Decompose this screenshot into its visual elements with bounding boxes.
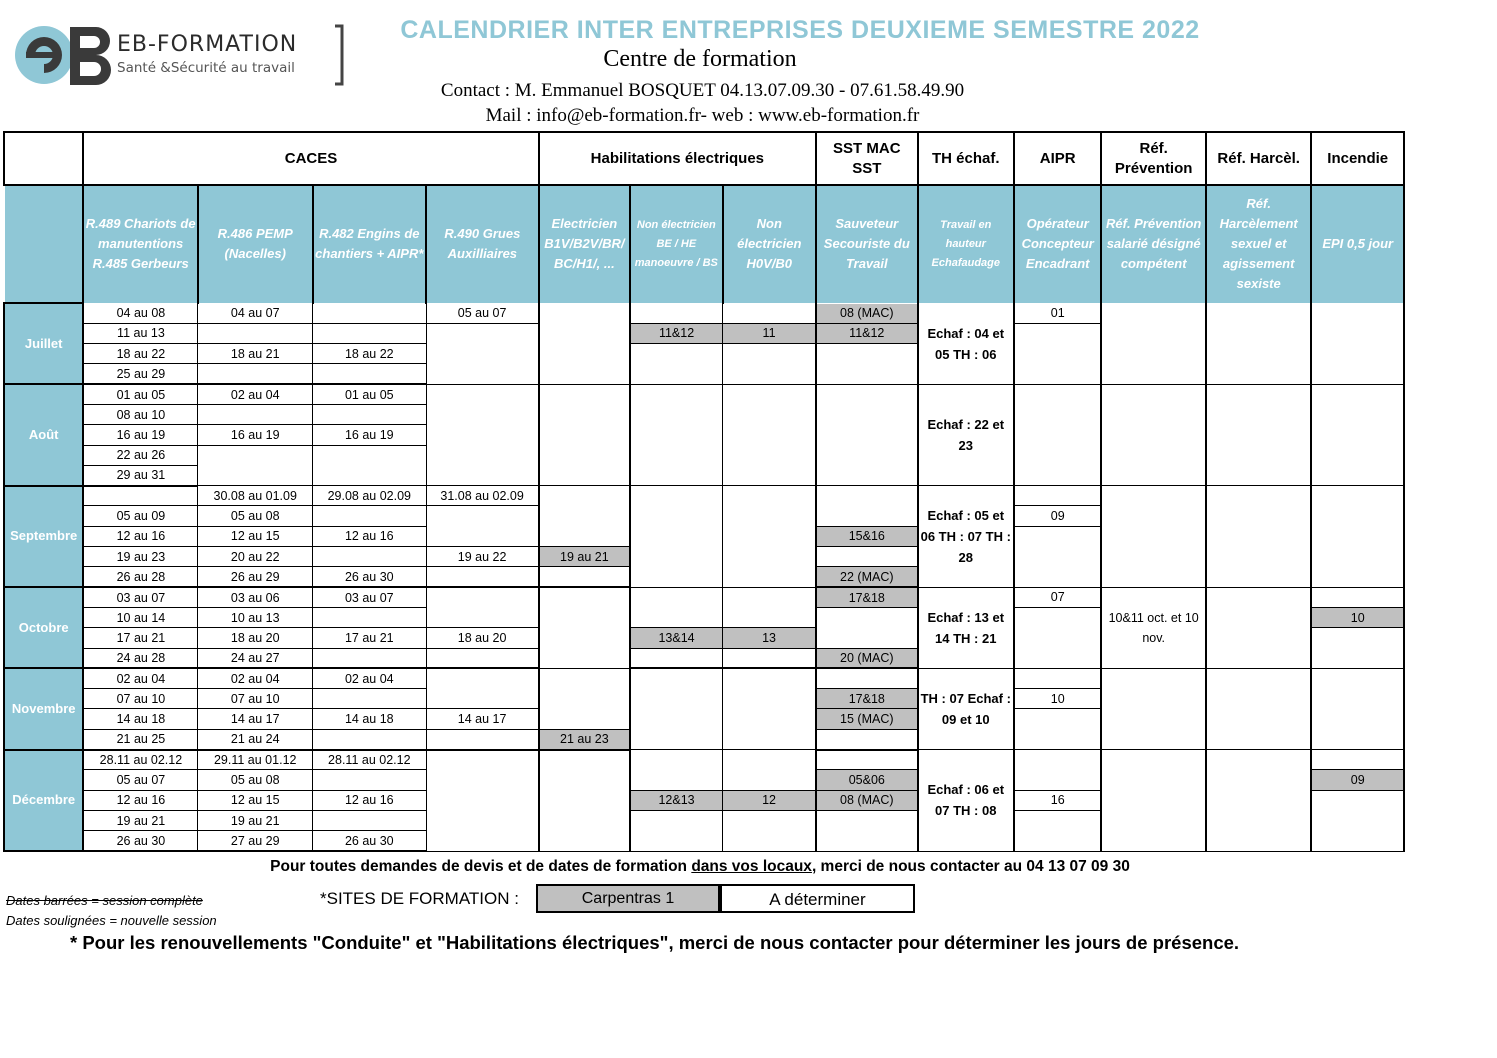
table-cell: 13&14 [630,628,722,648]
table-cell [539,567,630,587]
table-cell [426,567,539,587]
table-cell [816,486,918,527]
table-cell: 08 (MAC) [816,790,918,810]
table-row [4,750,1404,770]
table-cell: 12 au 16 [313,790,427,810]
table-cell [426,668,539,709]
table-cell [816,810,918,851]
table-cell: 02 au 04 [198,384,313,404]
page-title: CALENDRIER INTER ENTREPRISES DEUXIEME SEMESTRE 2022 [400,16,1200,44]
table-cell [723,810,816,851]
col-epi: EPI 0,5 jour [1311,185,1404,303]
table-cell [198,404,313,424]
table-cell [198,445,313,486]
table-cell [1014,526,1101,587]
table-cell [426,729,539,749]
table-cell: 14 au 18 [313,709,427,729]
table-cell [630,486,722,587]
group-ref-prevention: Réf. Prévention [1101,132,1206,185]
table-cell: 26 au 30 [313,831,427,851]
footer-note: * Pour les renouvellements "Conduite" et "Habilitations électriques", merci de nous contacter pour déterminer les jours de présence. [70,932,1240,953]
table-cell: 19 au 23 [83,547,198,567]
table-cell [723,750,816,791]
table-cell [1206,486,1312,587]
table-cell: 12 au 16 [83,790,198,810]
table-cell: 12 au 15 [198,790,313,810]
table-cell: 25 au 29 [83,364,198,384]
table-cell: 17&18 [816,689,918,709]
table-cell [198,364,313,384]
table-cell [1101,750,1206,851]
table-cell [1014,810,1101,851]
table-cell: 17 au 21 [313,628,427,648]
logo-tagline: Santé &Sécurité au travail [117,60,295,76]
table-cell: 07 au 10 [198,689,313,709]
table-cell: 07 [1014,587,1101,607]
group-incendie: Incendie [1311,132,1404,185]
table-cell: 14 au 17 [198,709,313,729]
table-cell [539,750,630,851]
col-r482: R.482 Engins de chantiers + AIPR* [313,185,427,303]
col-non-electricien-be: Non électricien BE / HE manoeuvre / BS [630,185,722,303]
table-cell [1311,628,1404,669]
table-row [4,486,1404,506]
th-note-novembre: TH : 07 Echaf : 09 et 10 [918,668,1014,749]
table-cell: 08 (MAC) [816,303,918,323]
table-cell [1311,303,1404,384]
table-cell [1311,384,1404,485]
table-cell: 22 au 26 [83,445,198,465]
table-cell [723,587,816,628]
table-cell [313,607,427,627]
table-cell [816,668,918,688]
table-cell [1101,303,1206,384]
col-travail-hauteur: Travail en hauteur Echafaudage [918,185,1014,303]
table-cell: 18 au 22 [313,344,427,364]
table-cell: 20 (MAC) [816,648,918,668]
table-cell: 24 au 28 [83,648,198,668]
table-cell: 12 au 16 [83,526,198,546]
legend-soulignees: Dates soulignées = nouvelle session [6,913,217,928]
table-cell [1014,607,1101,668]
table-cell [1014,709,1101,750]
table-cell [630,668,722,749]
table-cell [313,648,427,668]
table-cell: 03 au 07 [83,587,198,607]
th-note-juillet: Echaf : 04 et 05 TH : 06 [918,303,1014,384]
table-cell: 17&18 [816,587,918,607]
table-cell [313,506,427,526]
month-aout: Août [4,384,83,485]
table-cell: 03 au 06 [198,587,313,607]
table-cell [426,587,539,628]
table-cell [630,303,722,323]
table-cell [723,668,816,749]
table-cell: 19 au 22 [426,547,539,567]
table-cell: 22 (MAC) [816,567,918,587]
footer-contact-underlined: dans vos locaux [691,858,812,875]
sites-label: *SITES DE FORMATION : [320,889,519,908]
column-header-row [4,185,1404,303]
table-cell [1311,750,1404,770]
ref-prevention-octobre: 10&11 oct. et 10 nov. [1101,587,1206,668]
table-cell [816,344,918,385]
table-cell: 03 au 07 [313,587,427,607]
th-note-octobre: Echaf : 13 et 14 TH : 21 [918,587,1014,668]
table-cell: 19 au 21 [198,810,313,830]
table-cell: 21 au 23 [539,729,630,749]
table-cell [630,648,722,668]
table-cell: 18 au 20 [426,628,539,648]
table-cell [1014,384,1101,485]
table-cell [630,810,722,851]
table-cell: 15 (MAC) [816,709,918,729]
table-cell [1311,790,1404,851]
table-cell [539,668,630,729]
table-cell [816,607,918,648]
table-cell: 12&13 [630,790,722,810]
table-cell: 11&12 [816,323,918,343]
table-cell [426,750,539,851]
table-cell [313,689,427,709]
table-cell [1206,750,1312,851]
calendar-table [3,131,1405,852]
table-cell: 02 au 04 [198,668,313,688]
table-cell [630,384,722,485]
table-cell [1014,668,1101,688]
table-cell: 28.11 au 02.12 [83,750,198,770]
table-cell [630,750,722,791]
table-cell: 31.08 au 02.09 [426,486,539,506]
month-decembre: Décembre [4,750,83,851]
table-row [4,668,1404,688]
col-r486: R.486 PEMP (Nacelles) [198,185,313,303]
table-cell [816,384,918,485]
site-carpentras: Carpentras 1 [536,884,720,913]
table-cell: 14 au 18 [83,709,198,729]
group-th: TH échaf. [918,132,1014,185]
month-septembre: Septembre [4,486,83,587]
table-cell: 09 [1311,770,1404,790]
table-cell [313,547,427,567]
table-cell: 18 au 20 [198,628,313,648]
table-cell: 19 au 21 [539,547,630,567]
footer-contact-before: Pour toutes demandes de devis et de dates de formation [270,858,692,875]
table-cell: 05&06 [816,770,918,790]
table-cell [1206,668,1312,749]
table-cell [539,587,630,668]
table-cell: 29.08 au 02.09 [313,486,427,506]
table-cell: 12 au 15 [198,526,313,546]
table-row [4,303,1404,323]
table-cell: 05 au 07 [426,303,539,323]
legend-barrees: Dates barrées = session complète [6,893,203,908]
table-cell: 12 [723,790,816,810]
table-cell: 26 au 29 [198,567,313,587]
col-r489: R.489 Chariots de manutentions R.485 Gerbeurs [83,185,198,303]
month-novembre: Novembre [4,668,83,749]
table-cell: 13 [723,628,816,648]
table-cell [1206,384,1312,485]
table-cell [313,364,427,384]
table-cell: 26 au 30 [83,831,198,851]
table-cell: 26 au 28 [83,567,198,587]
table-cell: 10 [1311,607,1404,627]
corner-cell [4,132,83,185]
th-note-decembre: Echaf : 06 et 07 TH : 08 [918,750,1014,851]
table-cell: 11 au 13 [83,323,198,343]
table-cell: 01 au 05 [313,384,427,404]
table-cell [1206,587,1312,668]
table-cell: 07 au 10 [83,689,198,709]
table-cell: 27 au 29 [198,831,313,851]
table-cell: 16 au 19 [83,425,198,445]
table-cell [1101,668,1206,749]
table-cell [816,729,918,749]
group-sst: SST MAC SST [816,132,918,185]
table-cell [630,344,722,385]
table-cell: 28.11 au 02.12 [313,750,427,770]
table-cell [83,486,198,506]
group-habilitations: Habilitations électriques [539,132,816,185]
table-cell: 29.11 au 01.12 [198,750,313,770]
table-cell [539,303,630,384]
table-cell [723,486,816,587]
table-cell [723,344,816,385]
table-cell [426,384,539,485]
table-cell: 21 au 25 [83,729,198,749]
col-non-electricien-h0v: Non électricien H0V/B0 [723,185,816,303]
table-cell [1311,486,1404,587]
th-note-aout: Echaf : 22 et 23 [918,384,1014,485]
site-a-determiner: A déterminer [720,884,915,913]
table-cell [198,323,313,343]
table-cell: 16 au 19 [313,425,427,445]
table-cell: 05 au 08 [198,506,313,526]
table-cell [313,729,427,749]
table-cell [816,547,918,567]
table-cell: 08 au 10 [83,404,198,424]
table-cell [426,648,539,668]
col-ref-prevention: Réf. Prévention salarié désigné compétent [1101,185,1206,303]
table-cell: 26 au 30 [313,567,427,587]
footer-contact-after: , merci de nous contacter au 04 13 07 09 30 [811,858,1130,875]
table-cell [426,506,539,547]
table-cell [313,303,427,323]
table-cell: 05 au 09 [83,506,198,526]
page-subtitle: Centre de formation [603,46,797,72]
table-cell: 09 [1014,506,1101,526]
table-cell [426,323,539,384]
table-cell: 30.08 au 01.09 [198,486,313,506]
table-cell: 01 [1014,303,1101,323]
table-cell: 24 au 27 [198,648,313,668]
group-ref-harcel: Réf. Harcèl. [1206,132,1312,185]
table-cell [630,587,722,628]
table-cell: 21 au 24 [198,729,313,749]
table-cell: 14 au 17 [426,709,539,729]
table-cell [313,404,427,424]
table-cell: 11 [723,323,816,343]
th-note-septembre: Echaf : 05 et 06 TH : 07 TH : 28 [918,486,1014,587]
table-cell: 10 au 13 [198,607,313,627]
table-cell: 20 au 22 [198,547,313,567]
table-cell: 05 au 08 [198,770,313,790]
table-cell: 02 au 04 [313,668,427,688]
table-cell: 01 au 05 [83,384,198,404]
table-cell: 16 au 19 [198,425,313,445]
table-cell: 17 au 21 [83,628,198,648]
table-cell: 04 au 07 [198,303,313,323]
table-cell: 15&16 [816,526,918,546]
table-cell [1311,587,1404,607]
table-cell [1101,384,1206,485]
table-row [4,587,1404,607]
table-cell [539,384,630,485]
table-cell [313,445,427,486]
logo-name: EB-FORMATION [117,32,298,57]
table-cell [1101,486,1206,587]
table-cell: 02 au 04 [83,668,198,688]
col-electricien: Electricien B1V/B2V/BR/ BC/H1/, ... [539,185,630,303]
table-cell [1206,303,1312,384]
table-cell: 10 [1014,689,1101,709]
table-cell: 19 au 21 [83,810,198,830]
table-cell [723,384,816,485]
table-cell: 05 au 07 [83,770,198,790]
mail-line: Mail : info@eb-formation.fr- web : www.eb-formation.fr [485,105,920,126]
table-cell: 18 au 21 [198,344,313,364]
table-cell: 04 au 08 [83,303,198,323]
contact-line: Contact : M. Emmanuel BOSQUET 04.13.07.09.30 - 07.61.58.49.90 [440,80,965,101]
col-aipr: Opérateur Concepteur Encadrant [1014,185,1101,303]
table-cell [1311,668,1404,749]
table-cell: 10 au 14 [83,607,198,627]
table-cell: 11&12 [630,323,722,343]
table-cell: 18 au 22 [83,344,198,364]
table-cell [1014,486,1101,506]
table-cell [313,323,427,343]
table-cell [723,648,816,668]
table-row [4,384,1404,404]
col-ref-harcelement: Réf. Harcèlement sexuel et agissement sexiste [1206,185,1312,303]
table-cell [1014,750,1101,791]
col-r490: R.490 Grues Auxilliaires [426,185,539,303]
table-cell: 16 [1014,790,1101,810]
table-cell: 29 au 31 [83,465,198,485]
group-header-row [4,132,1404,185]
table-cell [1014,323,1101,384]
table-cell [539,486,630,547]
month-juillet: Juillet [4,303,83,384]
table-cell [816,750,918,770]
corner-cell [4,185,83,303]
logo [12,24,347,86]
table-cell [313,810,427,830]
group-aipr: AIPR [1014,132,1101,185]
footer-contact [150,858,1250,876]
col-sst: Sauveteur Secouriste du Travail [816,185,918,303]
month-octobre: Octobre [4,587,83,668]
table-cell: 12 au 16 [313,526,427,546]
table-cell [723,303,816,323]
group-caces: CACES [83,132,538,185]
table-cell [313,770,427,790]
